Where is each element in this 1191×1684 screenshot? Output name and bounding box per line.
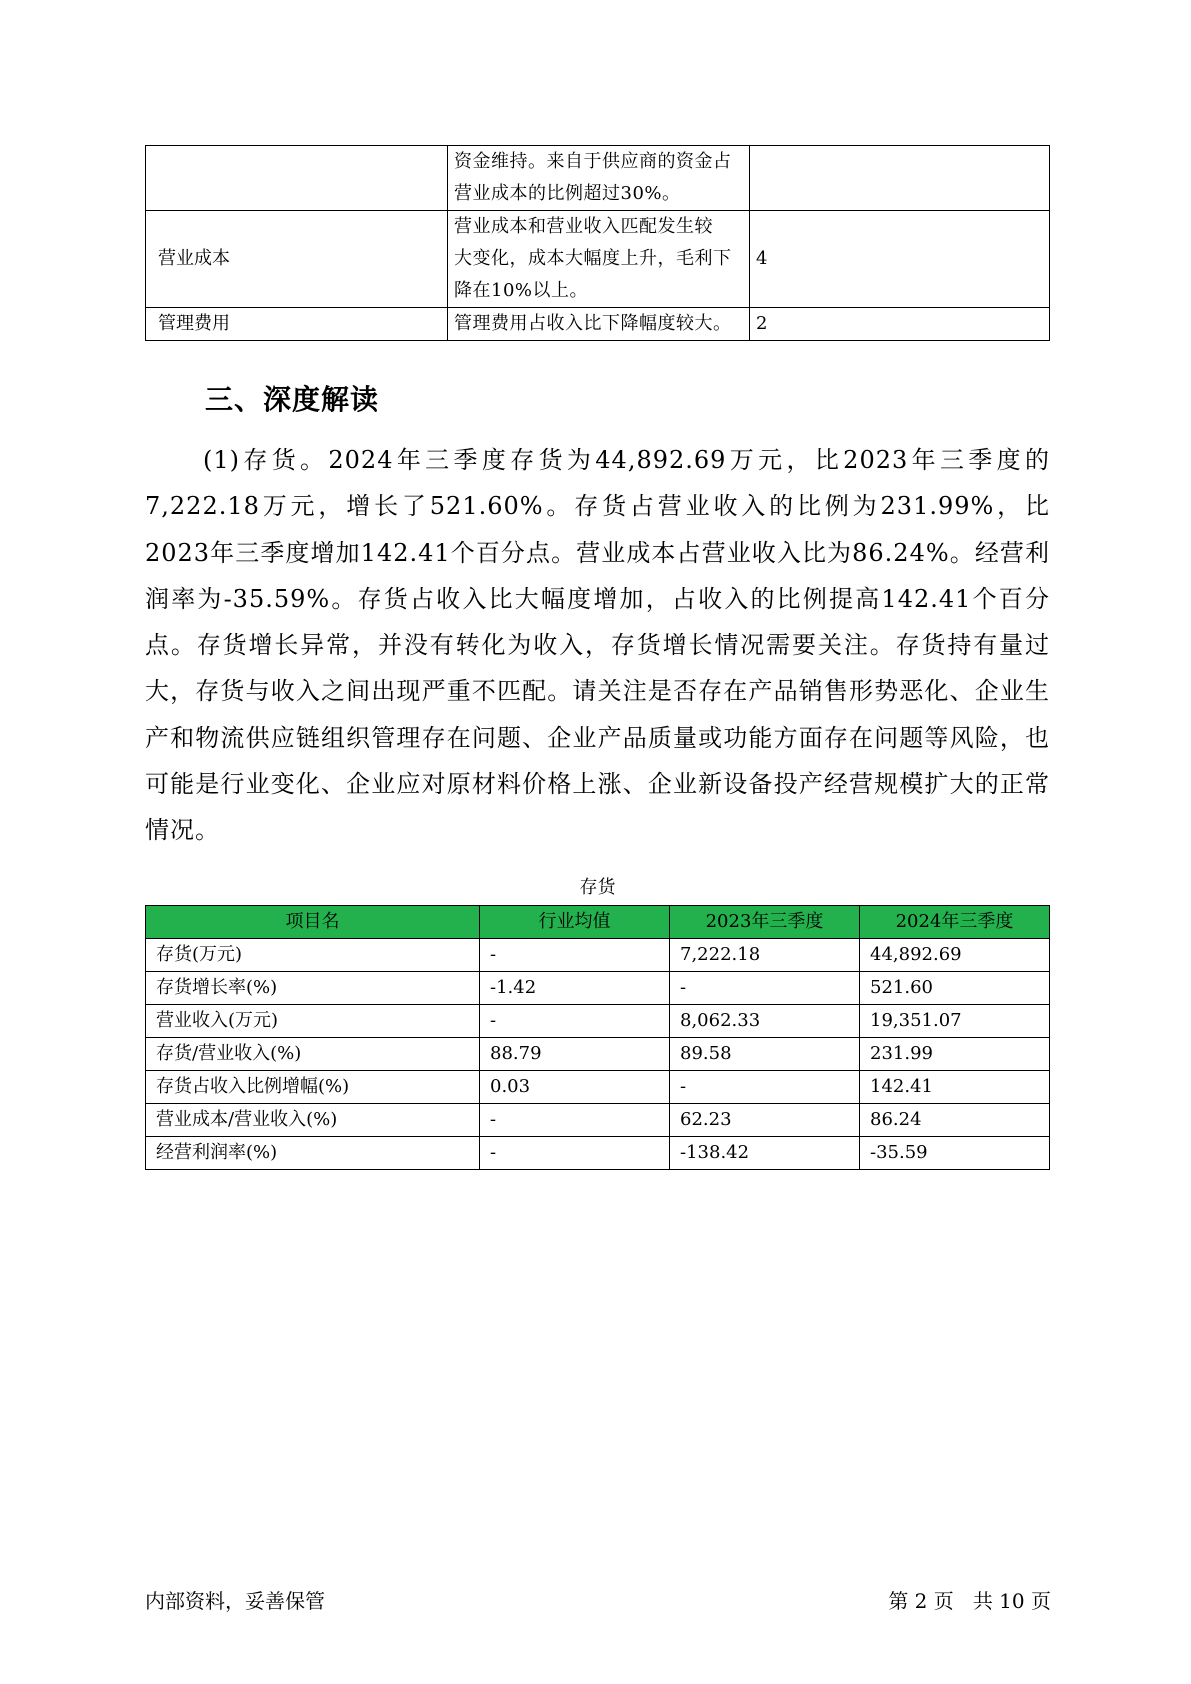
table-cell: -: [670, 1071, 860, 1104]
table-cell: 86.24: [860, 1104, 1050, 1137]
table-cell: 88.79: [480, 1038, 670, 1071]
table-cell: 62.23: [670, 1104, 860, 1137]
risk-score-cell: [750, 146, 1050, 211]
column-header: 2024年三季度: [860, 906, 1050, 939]
inventory-table: [145, 905, 1050, 1170]
risk-item-cell: 营业成本: [146, 211, 448, 308]
risk-score-cell: 4: [750, 211, 1050, 308]
desc-line: 营业成本和营业收入匹配发生较: [454, 216, 713, 237]
analysis-paragraph: (1)存货。2024年三季度存货为44,892.69万元，比2023年三季度的7,222.18万元，增长了521.60%。存货占营业收入的比例为231.99%，比2023年三季度增加142.41个百分点。营业成本占营业收入比为86.24%。经营利润率为-35.59%。存货占收入比大幅度增加，占收入的比例提高142.41个百分点。存货增长异常，并没有转化为收入，存货增长情况需要关注。存货持有量过大，存货与收入之间出现严重不匹配。请关注是否存在产品销售形势恶化、企业生产和物流供应链组织管理存在问题、企业产品质量或功能方面存在问题等风险，也可能是行业变化、企业应对原材料价格上涨、企业新设备投产经营规模扩大的正常情况。: [145, 446, 1050, 845]
desc-line: 资金维持。来自于供应商的资金占: [454, 151, 732, 172]
table-row: [146, 308, 1050, 341]
table-cell: -1.42: [480, 972, 670, 1005]
table-cell: 存货(万元): [146, 939, 480, 972]
table-cell: 经营利润率(%): [146, 1137, 480, 1170]
table-cell: 7,222.18: [670, 939, 860, 972]
table-cell: 19,351.07: [860, 1005, 1050, 1038]
table-row: [146, 1137, 1050, 1170]
table-row: [146, 972, 1050, 1005]
table-row: [146, 1104, 1050, 1137]
risk-table-continued: [145, 145, 1050, 341]
table-cell: 营业成本/营业收入(%): [146, 1104, 480, 1137]
table-row: [146, 211, 1050, 308]
table-row: [146, 1005, 1050, 1038]
table-cell: -: [480, 1104, 670, 1137]
table-cell: 521.60: [860, 972, 1050, 1005]
table-cell: 存货增长率(%): [146, 972, 480, 1005]
table-cell: 存货占收入比例增幅(%): [146, 1071, 480, 1104]
table-header-row: [146, 906, 1050, 939]
risk-desc-cell: [448, 308, 750, 341]
table-cell: 8,062.33: [670, 1005, 860, 1038]
table-cell: 231.99: [860, 1038, 1050, 1071]
table-cell: 142.41: [860, 1071, 1050, 1104]
column-header: 行业均值: [480, 906, 670, 939]
risk-item-cell: 管理费用: [146, 308, 448, 341]
table-row: [146, 1071, 1050, 1104]
footer-page-number: 第 2 页 共 10 页: [888, 1589, 1051, 1613]
table-row: [146, 1038, 1050, 1071]
table-cell: -: [670, 972, 860, 1005]
table-cell: -: [480, 1005, 670, 1038]
table-cell: -: [480, 939, 670, 972]
table-cell: -: [480, 1137, 670, 1170]
table-row: [146, 146, 1050, 211]
risk-score-cell: 2: [750, 308, 1050, 341]
table-cell: 存货/营业收入(%): [146, 1038, 480, 1071]
risk-desc-cell: [448, 146, 750, 211]
footer-confidential-note: 内部资料，妥善保管: [145, 1589, 325, 1613]
table-cell: 44,892.69: [860, 939, 1050, 972]
table-caption: 存货: [579, 877, 616, 898]
desc-line: 降在10%以上。: [454, 280, 589, 301]
risk-item-cell: [146, 146, 448, 211]
column-header: 项目名: [146, 906, 480, 939]
table-cell: 89.58: [670, 1038, 860, 1071]
risk-desc-cell: [448, 211, 750, 308]
desc-line: 大变化，成本大幅度上升，毛利下: [454, 248, 732, 269]
table-cell: -138.42: [670, 1137, 860, 1170]
table-cell: -35.59: [860, 1137, 1050, 1170]
column-header: 2023年三季度: [670, 906, 860, 939]
table-cell: 营业收入(万元): [146, 1005, 480, 1038]
table-cell: 0.03: [480, 1071, 670, 1104]
desc-line: 营业成本的比例超过30%。: [454, 183, 681, 204]
section-heading: 三、深度解读: [205, 383, 380, 416]
table-row: [146, 939, 1050, 972]
desc-line: 管理费用占收入比下降幅度较大。: [454, 313, 732, 334]
